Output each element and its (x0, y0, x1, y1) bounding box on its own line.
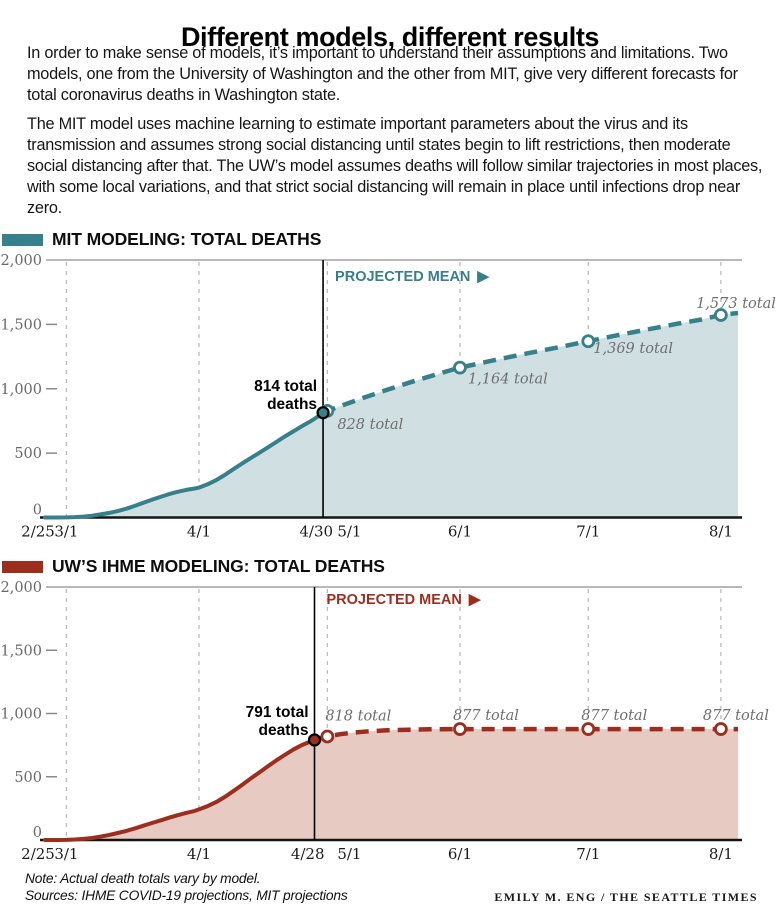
uw-legend-swatch (2, 561, 43, 573)
x-axis-label: 6/1 (447, 845, 473, 863)
y-axis-label: 1,500 (0, 643, 42, 660)
x-axis-label: 4/1 (186, 522, 212, 541)
x-axis-label: 4/1 (186, 845, 212, 863)
projected-point-marker (583, 724, 594, 735)
uw-chart-header (2, 556, 385, 577)
x-axis-label: 7/1 (576, 845, 601, 863)
today-total-label: 791 total (245, 704, 309, 721)
today-total-label: deaths (267, 396, 318, 413)
uw-deaths-chart (0, 578, 780, 870)
today-point-marker (318, 407, 329, 418)
x-axis-label: 4/30 (299, 522, 334, 541)
page-title: Different models, different results (180, 22, 600, 53)
today-point-marker (309, 734, 320, 745)
today-total-label: 814 total (254, 378, 318, 395)
y-axis-label: 2,000 (0, 253, 42, 269)
x-axis-label: 7/1 (576, 522, 601, 541)
projected-point-marker (454, 724, 465, 735)
x-axis-label: 8/1 (708, 845, 733, 863)
x-axis-label: 2/25 (21, 845, 55, 863)
projected-point-marker (583, 336, 594, 347)
projected-value-label: 1,369 total (593, 341, 674, 358)
x-axis-label: 5/1 (337, 845, 362, 863)
byline-credit: EMILY M. ENG / THE SEATTLE TIMES (494, 890, 758, 904)
x-axis-label: 3/1 (54, 522, 79, 541)
mit-deaths-chart (0, 252, 780, 544)
y-axis-label: 0 (32, 825, 42, 841)
x-axis-label: 8/1 (708, 522, 733, 541)
x-axis-label: 2/25 (21, 522, 55, 541)
projected-value-label: 1,573 total (696, 295, 776, 312)
projected-point-marker (715, 724, 726, 735)
model-description-paragraph: The MIT model uses machine learning to estimate important parameters about the virus and its transmission and assumes strong social distancing until states begin to lift restrictions, then moderate social distancing after that. The UW’s model assumes deaths will follow similar trajectories in most places, with some local variations, and that strict social distancing will remain in place until infections drop near zero. (27, 115, 763, 218)
projected-mean-label: PROJECTED MEAN ▶ (326, 591, 481, 608)
sources-line: Sources: IHME COVID-19 projections, MIT projections (25, 888, 348, 903)
footnote: Note: Actual death totals vary by model. (25, 871, 261, 886)
projected-value-label: 1,164 total (467, 371, 548, 388)
projected-value-label: 877 total (581, 708, 648, 725)
mit-chart-header (2, 229, 321, 250)
y-axis-label: 1,500 (0, 317, 42, 334)
mit-legend-swatch (2, 234, 43, 246)
mit-chart-title: MIT MODELING: TOTAL DEATHS (52, 229, 322, 249)
intro-paragraph: In order to make sense of models, it’s important to understand their assumptions and limitations. Two models, one from the University of Washington and the other from MIT, give very different forecasts for total coronavirus deaths in Washington state. (27, 44, 738, 105)
today-total-label: deaths (258, 722, 309, 739)
projected-value-label: 818 total (325, 708, 392, 725)
projected-value-label: 828 total (337, 416, 404, 433)
projected-mean-arrow-icon: ▶ (468, 591, 481, 608)
y-axis-label: 2,000 (0, 580, 42, 596)
y-axis-label: 1,000 (0, 381, 42, 398)
projected-point-marker (454, 362, 465, 373)
projected-mean-label: PROJECTED MEAN ▶ (335, 268, 489, 285)
x-axis-label: 6/1 (447, 522, 473, 541)
x-axis-label: 4/28 (290, 845, 325, 863)
x-axis-label: 5/1 (337, 522, 362, 541)
projected-value-label: 877 total (702, 708, 769, 725)
y-axis-label: 500 (14, 769, 42, 786)
y-axis-label: 500 (14, 446, 42, 463)
projected-point-marker (322, 731, 333, 742)
y-axis-label: 1,000 (0, 706, 42, 723)
uw-chart-title: UW’S IHME MODELING: TOTAL DEATHS (52, 556, 385, 576)
x-axis-label: 3/1 (54, 845, 79, 863)
projected-value-label: 877 total (452, 708, 519, 725)
y-axis-label: 0 (32, 502, 42, 519)
projected-mean-arrow-icon: ▶ (477, 268, 489, 285)
